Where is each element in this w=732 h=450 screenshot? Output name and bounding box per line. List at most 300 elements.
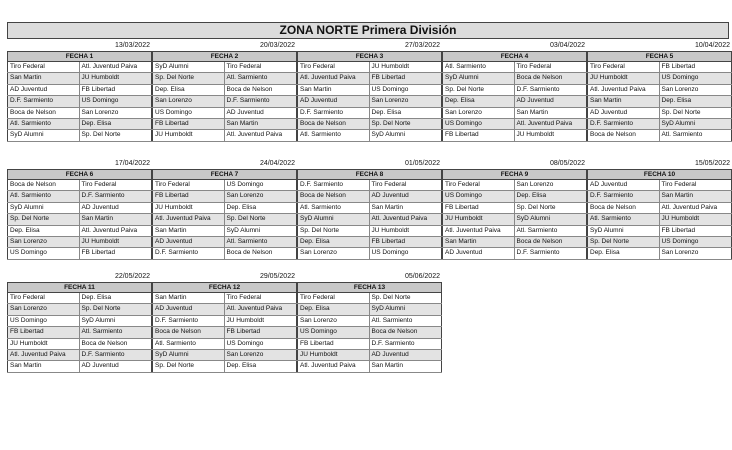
away-team: US Domingo <box>225 339 298 349</box>
round-block <box>587 40 732 142</box>
match-row <box>442 237 587 248</box>
home-team: Tiro Federal <box>297 62 370 72</box>
match-row <box>587 130 732 141</box>
home-team: AD Juventud <box>7 85 80 95</box>
round-header: FECHA 4 <box>442 51 587 62</box>
match-row <box>7 248 152 259</box>
match-row <box>297 203 442 214</box>
home-team: Tiro Federal <box>7 293 80 303</box>
match-row <box>587 226 732 237</box>
match-row <box>297 130 442 141</box>
round-date: 17/04/2022 <box>114 160 150 167</box>
home-team: Atl. Juventud Paiva <box>442 226 515 236</box>
home-team: San Lorenzo <box>297 248 370 258</box>
match-row <box>7 180 152 191</box>
round-date: 03/04/2022 <box>549 42 585 49</box>
home-team: FB Libertad <box>152 119 225 129</box>
match-row <box>297 237 442 248</box>
home-team: US Domingo <box>442 119 515 129</box>
home-team: Tiro Federal <box>7 62 80 72</box>
away-team: Sp. Del Norte <box>225 214 298 224</box>
away-team: Dep. Elisa <box>225 361 298 371</box>
match-row <box>587 108 732 119</box>
match-row <box>442 214 587 225</box>
away-team: US Domingo <box>225 180 298 190</box>
round-header: FECHA 9 <box>442 169 587 180</box>
match-row <box>7 316 152 327</box>
round-date: 08/05/2022 <box>549 160 585 167</box>
match-row <box>587 191 732 202</box>
away-team: San Lorenzo <box>370 96 443 106</box>
away-team: San Lorenzo <box>225 191 298 201</box>
away-team: San Lorenzo <box>225 350 298 360</box>
away-team: San Martin <box>370 203 443 213</box>
home-team: SyD Alumni <box>152 350 225 360</box>
home-team: Boca de Nelson <box>587 130 660 140</box>
round-block <box>297 271 442 373</box>
away-team: Atl. Sarmiento <box>225 73 298 83</box>
match-row <box>297 191 442 202</box>
round-date: 27/03/2022 <box>404 42 440 49</box>
match-row <box>442 248 587 259</box>
away-team: SyD Alumni <box>370 304 443 314</box>
home-team: JU Humboldt <box>152 130 225 140</box>
away-team: JU Humboldt <box>370 226 443 236</box>
home-team: Sp. Del Norte <box>442 85 515 95</box>
away-team: Tiro Federal <box>660 180 732 190</box>
away-team: AD Juventud <box>515 96 588 106</box>
home-team: FB Libertad <box>442 203 515 213</box>
home-team: Tiro Federal <box>152 180 225 190</box>
away-team: US Domingo <box>660 237 732 247</box>
round-block <box>152 40 297 142</box>
match-row <box>297 62 442 73</box>
match-row <box>442 226 587 237</box>
home-team: San Lorenzo <box>442 108 515 118</box>
round-block <box>7 271 152 373</box>
away-team: Atl. Sarmiento <box>370 316 443 326</box>
away-team: AD Juventud <box>80 203 153 213</box>
away-team: Dep. Elisa <box>660 96 732 106</box>
home-team: Tiro Federal <box>442 180 515 190</box>
away-team: AD Juventud <box>370 350 443 360</box>
away-team: D.F. Sarmiento <box>80 191 153 201</box>
away-team: AD Juventud <box>225 108 298 118</box>
match-row <box>152 214 297 225</box>
match-row <box>7 130 152 141</box>
match-row <box>7 96 152 107</box>
away-team: Tiro Federal <box>370 180 443 190</box>
away-team: Sp. Del Norte <box>370 119 443 129</box>
match-row <box>297 214 442 225</box>
match-row <box>7 62 152 73</box>
match-row <box>152 237 297 248</box>
match-row <box>7 304 152 315</box>
away-team: San Martin <box>370 361 443 371</box>
away-team: AD Juventud <box>370 191 443 201</box>
away-team: Sp. Del Norte <box>660 108 732 118</box>
round-date: 05/06/2022 <box>404 273 440 280</box>
home-team: US Domingo <box>7 248 80 258</box>
round-date: 13/03/2022 <box>114 42 150 49</box>
round-header: FECHA 3 <box>297 51 442 62</box>
match-row <box>587 180 732 191</box>
away-team: AD Juventud <box>80 361 153 371</box>
away-team: SyD Alumni <box>660 119 732 129</box>
round-block <box>7 40 152 142</box>
home-team: Atl. Sarmiento <box>7 191 80 201</box>
match-row <box>587 85 732 96</box>
round-header: FECHA 2 <box>152 51 297 62</box>
match-row <box>152 361 297 372</box>
match-row <box>152 180 297 191</box>
round-header: FECHA 12 <box>152 282 297 293</box>
match-row <box>7 327 152 338</box>
away-team: D.F. Sarmiento <box>80 350 153 360</box>
match-row <box>297 119 442 130</box>
match-row <box>297 180 442 191</box>
away-team: Atl. Juventud Paiva <box>225 130 298 140</box>
round-block <box>587 158 732 260</box>
away-team: JU Humboldt <box>225 316 298 326</box>
match-row <box>7 191 152 202</box>
round-date: 01/05/2022 <box>404 160 440 167</box>
match-row <box>152 108 297 119</box>
home-team: SyD Alumni <box>152 62 225 72</box>
away-team: Dep. Elisa <box>225 203 298 213</box>
home-team: US Domingo <box>442 191 515 201</box>
away-team: FB Libertad <box>660 226 732 236</box>
away-team: Tiro Federal <box>515 62 588 72</box>
match-row <box>442 119 587 130</box>
home-team: SyD Alumni <box>7 130 80 140</box>
home-team: Atl. Sarmiento <box>442 62 515 72</box>
match-row <box>297 248 442 259</box>
home-team: Atl. Sarmiento <box>587 214 660 224</box>
home-team: JU Humboldt <box>442 214 515 224</box>
match-row <box>152 119 297 130</box>
home-team: Dep. Elisa <box>152 85 225 95</box>
match-row <box>152 73 297 84</box>
away-team: Sp. Del Norte <box>80 304 153 314</box>
match-row <box>297 304 442 315</box>
match-row <box>297 85 442 96</box>
match-row <box>297 73 442 84</box>
match-row <box>7 237 152 248</box>
away-team: Atl. Sarmiento <box>660 130 732 140</box>
match-row <box>587 96 732 107</box>
match-row <box>442 62 587 73</box>
home-team: Boca de Nelson <box>297 191 370 201</box>
home-team: Dep. Elisa <box>587 248 660 258</box>
match-row <box>442 108 587 119</box>
match-row <box>152 248 297 259</box>
away-team: Atl. Juventud Paiva <box>80 62 153 72</box>
home-team: Dep. Elisa <box>442 96 515 106</box>
home-team: D.F. Sarmiento <box>7 96 80 106</box>
away-team: Atl. Juventud Paiva <box>225 304 298 314</box>
home-team: San Martin <box>152 226 225 236</box>
home-team: Dep. Elisa <box>297 237 370 247</box>
home-team: D.F. Sarmiento <box>152 316 225 326</box>
home-team: San Martin <box>152 293 225 303</box>
away-team: San Lorenzo <box>660 85 732 95</box>
home-team: US Domingo <box>297 327 370 337</box>
home-team: Sp. Del Norte <box>587 237 660 247</box>
away-team: Dep. Elisa <box>515 191 588 201</box>
away-team: Atl. Juventud Paiva <box>80 226 153 236</box>
home-team: SyD Alumni <box>7 203 80 213</box>
away-team: Sp. Del Norte <box>370 293 443 303</box>
away-team: SyD Alumni <box>370 130 443 140</box>
home-team: Atl. Sarmiento <box>7 119 80 129</box>
round-header: FECHA 7 <box>152 169 297 180</box>
round-date: 22/05/2022 <box>114 273 150 280</box>
round-header: FECHA 1 <box>7 51 152 62</box>
home-team: SyD Alumni <box>297 214 370 224</box>
home-team: SyD Alumni <box>587 226 660 236</box>
match-row <box>152 130 297 141</box>
away-team: Tiro Federal <box>80 180 153 190</box>
away-team: Dep. Elisa <box>80 293 153 303</box>
match-row <box>152 191 297 202</box>
home-team: FB Libertad <box>297 339 370 349</box>
match-row <box>7 293 152 304</box>
home-team: San Lorenzo <box>297 316 370 326</box>
home-team: Boca de Nelson <box>152 327 225 337</box>
home-team: Sp. Del Norte <box>7 214 80 224</box>
match-row <box>297 350 442 361</box>
home-team: Atl. Juventud Paiva <box>297 73 370 83</box>
match-row <box>587 203 732 214</box>
away-team: SyD Alumni <box>225 226 298 236</box>
home-team: Atl. Juventud Paiva <box>587 85 660 95</box>
away-team: Boca de Nelson <box>225 85 298 95</box>
match-row <box>297 108 442 119</box>
away-team: FB Libertad <box>80 85 153 95</box>
round-header: FECHA 5 <box>587 51 732 62</box>
round-block <box>152 271 297 373</box>
home-team: JU Humboldt <box>587 73 660 83</box>
home-team: Tiro Federal <box>297 293 370 303</box>
home-team: D.F. Sarmiento <box>297 180 370 190</box>
away-team: JU Humboldt <box>80 73 153 83</box>
away-team: Tiro Federal <box>225 293 298 303</box>
home-team: San Martin <box>587 96 660 106</box>
home-team: FB Libertad <box>442 130 515 140</box>
match-row <box>7 119 152 130</box>
away-team: JU Humboldt <box>370 62 443 72</box>
match-row <box>152 85 297 96</box>
match-row <box>152 304 297 315</box>
round-header: FECHA 13 <box>297 282 442 293</box>
home-team: San Martin <box>442 237 515 247</box>
away-team: D.F. Sarmiento <box>370 339 443 349</box>
home-team: AD Juventud <box>152 237 225 247</box>
away-team: JU Humboldt <box>660 214 732 224</box>
home-team: AD Juventud <box>152 304 225 314</box>
away-team: FB Libertad <box>80 248 153 258</box>
away-team: Boca de Nelson <box>225 248 298 258</box>
match-row <box>152 226 297 237</box>
home-team: FB Libertad <box>7 327 80 337</box>
match-row <box>442 180 587 191</box>
match-row <box>587 248 732 259</box>
away-team: Boca de Nelson <box>515 73 588 83</box>
match-row <box>297 339 442 350</box>
away-team: Atl. Sarmiento <box>80 327 153 337</box>
away-team: San Lorenzo <box>660 248 732 258</box>
away-team: Atl. Juventud Paiva <box>370 214 443 224</box>
home-team: D.F. Sarmiento <box>152 248 225 258</box>
away-team: Boca de Nelson <box>515 237 588 247</box>
match-row <box>442 203 587 214</box>
match-row <box>152 316 297 327</box>
home-team: Atl. Sarmiento <box>297 203 370 213</box>
away-team: D.F. Sarmiento <box>515 248 588 258</box>
match-row <box>152 327 297 338</box>
round-block <box>152 158 297 260</box>
home-team: Atl. Sarmiento <box>152 339 225 349</box>
match-row <box>587 237 732 248</box>
round-date: 24/04/2022 <box>259 160 295 167</box>
match-row <box>297 293 442 304</box>
away-team: JU Humboldt <box>80 237 153 247</box>
away-team: Boca de Nelson <box>370 327 443 337</box>
round-header: FECHA 6 <box>7 169 152 180</box>
match-row <box>587 62 732 73</box>
match-row <box>152 62 297 73</box>
away-team: Sp. Del Norte <box>515 203 588 213</box>
home-team: D.F. Sarmiento <box>587 191 660 201</box>
match-row <box>297 316 442 327</box>
home-team: JU Humboldt <box>297 350 370 360</box>
home-team: AD Juventud <box>442 248 515 258</box>
away-team: FB Libertad <box>370 73 443 83</box>
home-team: Atl. Juventud Paiva <box>7 350 80 360</box>
home-team: US Domingo <box>152 108 225 118</box>
away-team: FB Libertad <box>370 237 443 247</box>
match-row <box>152 350 297 361</box>
round-block <box>297 158 442 260</box>
match-row <box>587 214 732 225</box>
away-team: US Domingo <box>370 248 443 258</box>
home-team: San Martin <box>7 73 80 83</box>
away-team: San Martin <box>225 119 298 129</box>
match-row <box>7 108 152 119</box>
match-row <box>152 96 297 107</box>
match-row <box>7 203 152 214</box>
match-row <box>297 327 442 338</box>
home-team: JU Humboldt <box>152 203 225 213</box>
away-team: Dep. Elisa <box>80 119 153 129</box>
sheet-title: ZONA NORTE Primera División <box>7 22 729 39</box>
match-row <box>152 293 297 304</box>
away-team: SyD Alumni <box>80 316 153 326</box>
match-row <box>587 73 732 84</box>
match-row <box>7 85 152 96</box>
home-team: FB Libertad <box>152 191 225 201</box>
away-team: Atl. Juventud Paiva <box>660 203 732 213</box>
round-header: FECHA 11 <box>7 282 152 293</box>
match-row <box>152 339 297 350</box>
home-team: Boca de Nelson <box>7 108 80 118</box>
home-team: Dep. Elisa <box>297 304 370 314</box>
home-team: Boca de Nelson <box>297 119 370 129</box>
match-row <box>442 85 587 96</box>
home-team: D.F. Sarmiento <box>297 108 370 118</box>
away-team: FB Libertad <box>225 327 298 337</box>
home-team: JU Humboldt <box>7 339 80 349</box>
round-block <box>297 40 442 142</box>
away-team: Tiro Federal <box>225 62 298 72</box>
away-team: San Martin <box>515 108 588 118</box>
match-row <box>587 119 732 130</box>
away-team: D.F. Sarmiento <box>225 96 298 106</box>
home-team: Sp. Del Norte <box>152 361 225 371</box>
home-team: San Lorenzo <box>152 96 225 106</box>
match-row <box>7 361 152 372</box>
home-team: Sp. Del Norte <box>152 73 225 83</box>
round-date: 15/05/2022 <box>694 160 730 167</box>
away-team: San Lorenzo <box>515 180 588 190</box>
home-team: San Martin <box>297 85 370 95</box>
home-team: Atl. Juventud Paiva <box>152 214 225 224</box>
home-team: D.F. Sarmiento <box>587 119 660 129</box>
away-team: SyD Alumni <box>515 214 588 224</box>
match-row <box>442 96 587 107</box>
away-team: US Domingo <box>660 73 732 83</box>
match-row <box>442 191 587 202</box>
home-team: Tiro Federal <box>587 62 660 72</box>
match-row <box>7 339 152 350</box>
home-team: San Martin <box>7 361 80 371</box>
away-team: JU Humboldt <box>515 130 588 140</box>
match-row <box>7 350 152 361</box>
match-row <box>297 96 442 107</box>
home-team: Atl. Sarmiento <box>297 130 370 140</box>
match-row <box>7 214 152 225</box>
away-team: San Martin <box>660 191 732 201</box>
away-team: Boca de Nelson <box>80 339 153 349</box>
round-date: 10/04/2022 <box>694 42 730 49</box>
home-team: AD Juventud <box>587 180 660 190</box>
match-row <box>7 73 152 84</box>
away-team: US Domingo <box>80 96 153 106</box>
match-row <box>152 203 297 214</box>
home-team: US Domingo <box>7 316 80 326</box>
away-team: US Domingo <box>370 85 443 95</box>
away-team: FB Libertad <box>660 62 732 72</box>
away-team: San Martin <box>80 214 153 224</box>
match-row <box>442 130 587 141</box>
away-team: Atl. Sarmiento <box>515 226 588 236</box>
match-row <box>7 226 152 237</box>
away-team: D.F. Sarmiento <box>515 85 588 95</box>
match-row <box>442 73 587 84</box>
round-block <box>442 40 587 142</box>
home-team: San Lorenzo <box>7 304 80 314</box>
round-header: FECHA 10 <box>587 169 732 180</box>
round-block <box>442 158 587 260</box>
home-team: San Lorenzo <box>7 237 80 247</box>
home-team: Boca de Nelson <box>7 180 80 190</box>
home-team: Atl. Juventud Paiva <box>297 361 370 371</box>
home-team: Dep. Elisa <box>7 226 80 236</box>
home-team: SyD Alumni <box>442 73 515 83</box>
round-date: 29/05/2022 <box>259 273 295 280</box>
away-team: Sp. Del Norte <box>80 130 153 140</box>
